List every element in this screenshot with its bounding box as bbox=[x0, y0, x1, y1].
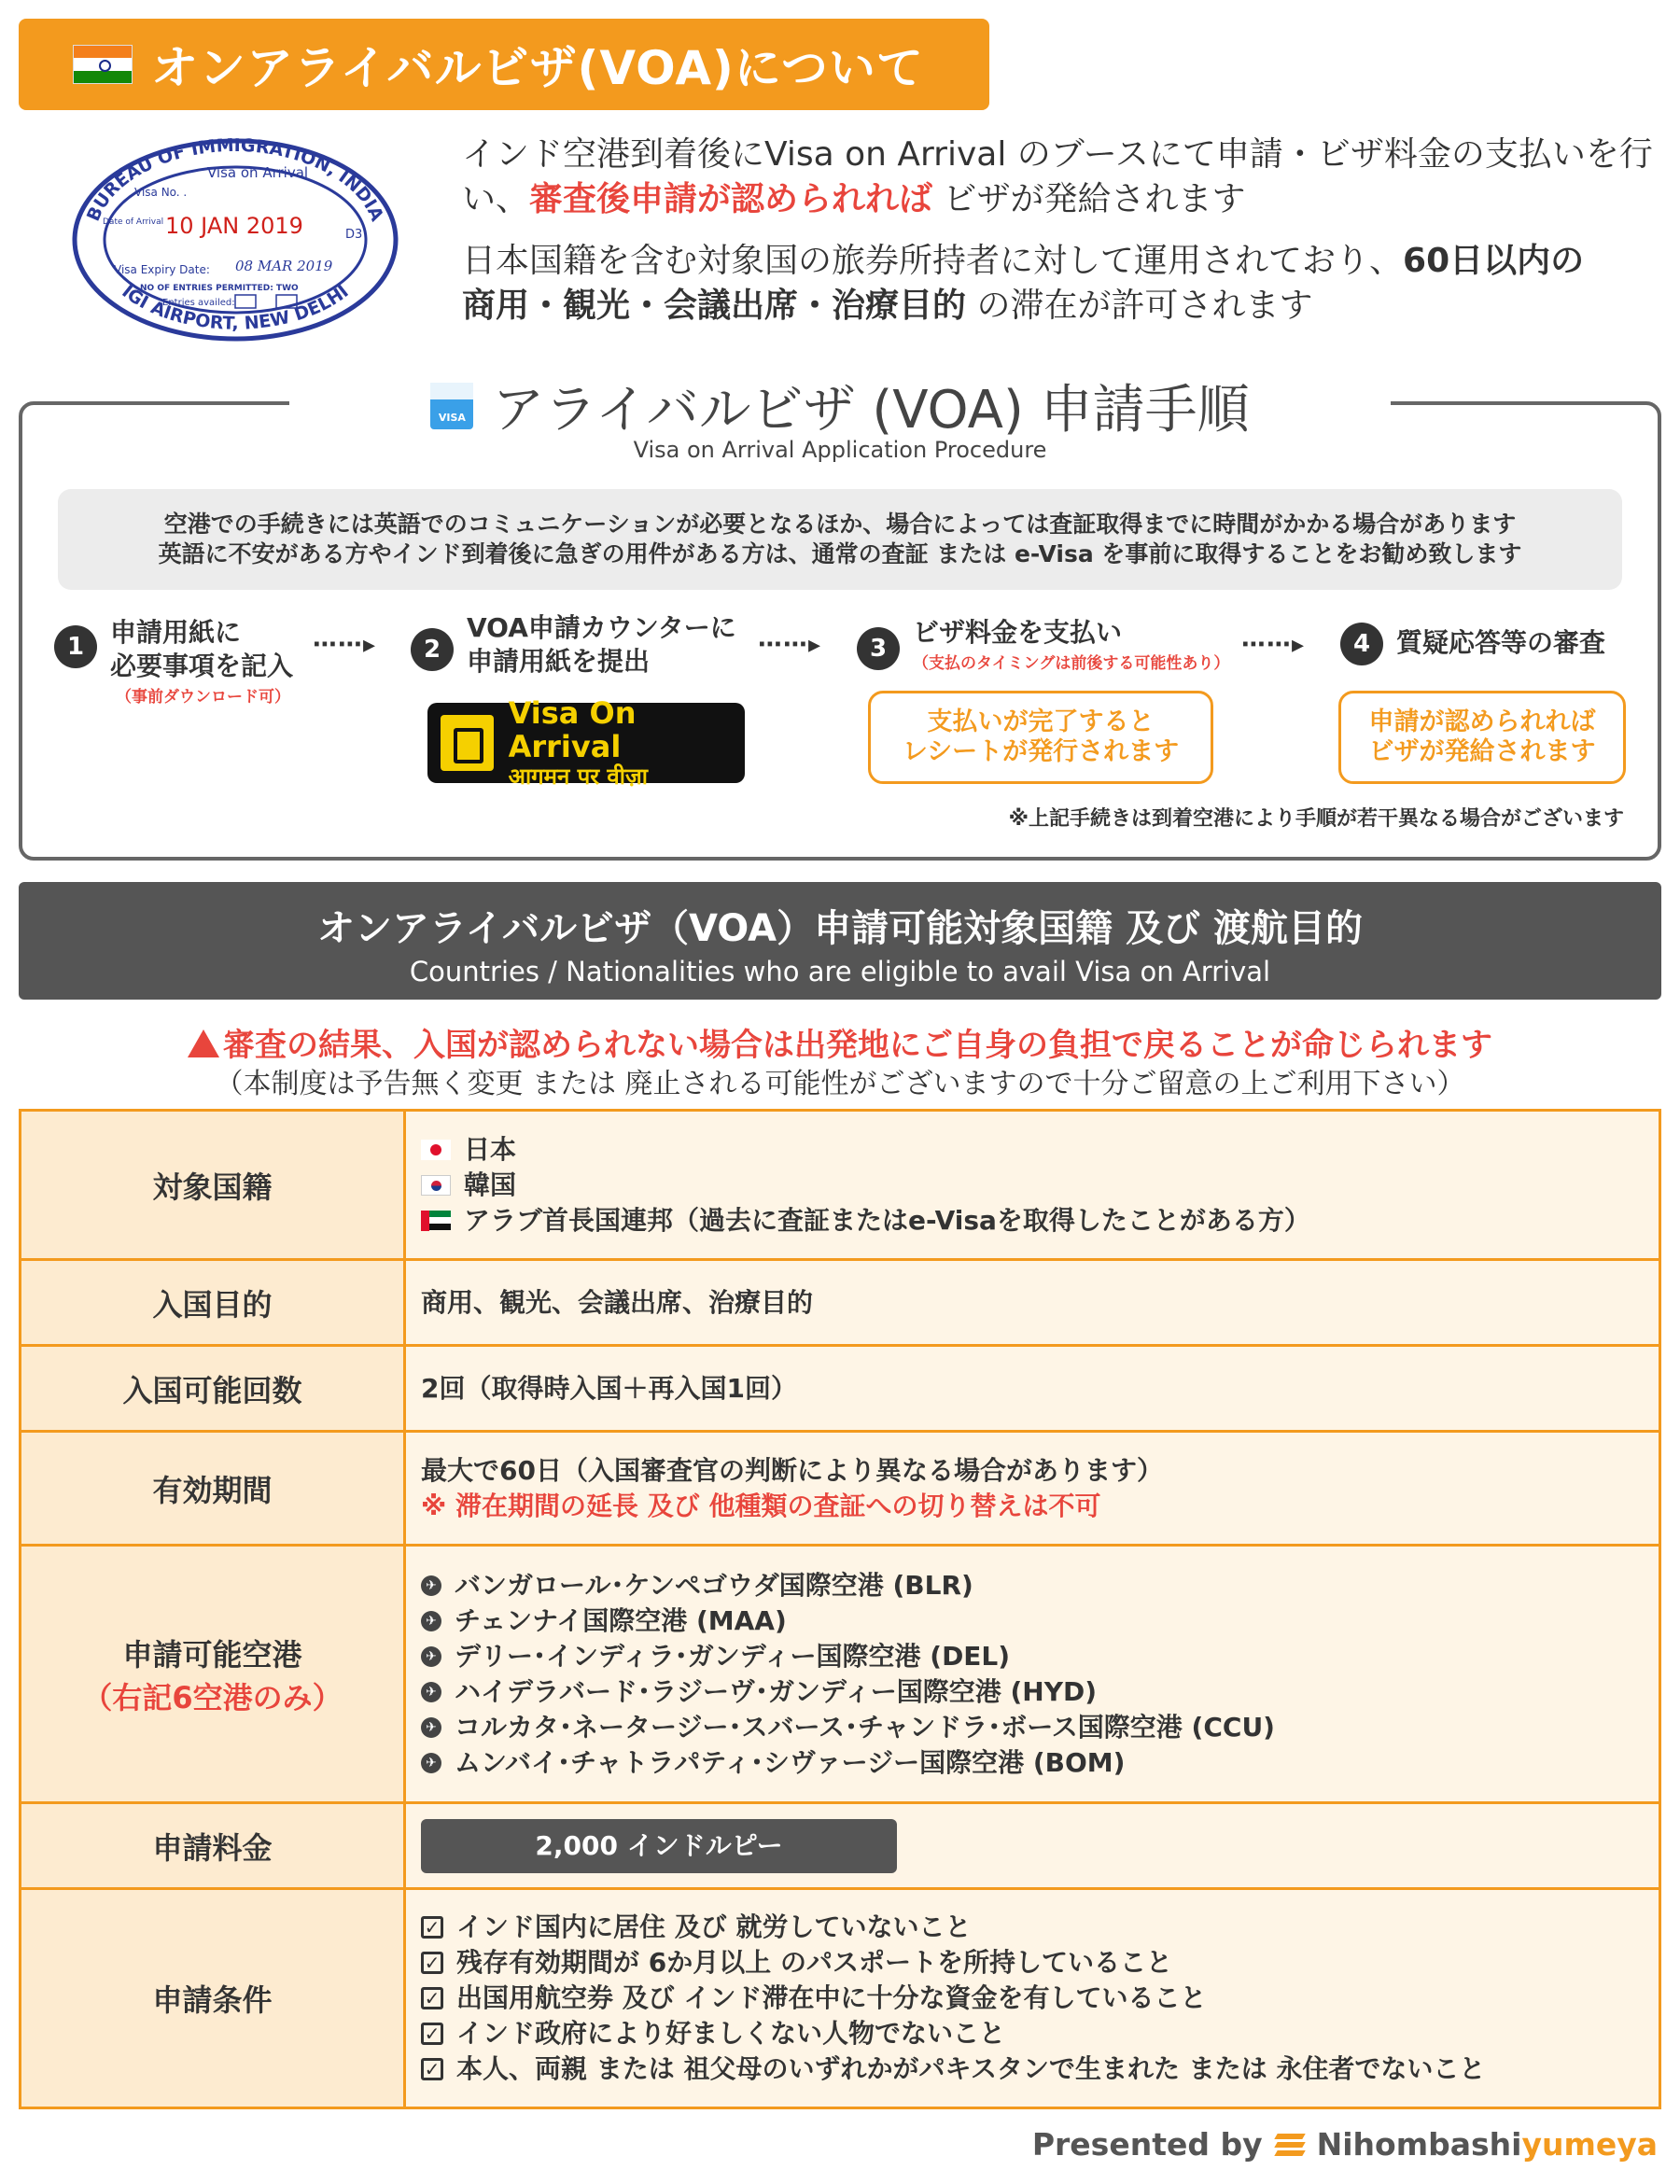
stamp-expiry-label: Visa Expiry Date: bbox=[114, 263, 210, 276]
uae-flag-icon bbox=[421, 1211, 451, 1231]
nationality-item: アラブ首長国連邦（過去に査証またはe-Visaを取得したことがある方） bbox=[421, 1203, 1644, 1239]
airport-item: ✈ チェンナイ国際空港 (MAA) bbox=[421, 1603, 1644, 1639]
stamp-expiry: 08 MAR 2019 bbox=[235, 258, 333, 274]
table-row-nationality: 対象国籍 日本 韓国 アラブ首長国連邦（過去に査証またはe-Visaを取得したことがある方） bbox=[21, 1111, 1660, 1260]
stamp-code: D3 bbox=[345, 228, 363, 242]
table-row-airports: 申請可能空港 （右記6空港のみ） ✈ バンガロール･ケンペゴウダ国際空港 (BLR) ✈ チェンナイ国際空港 (MAA) ✈ デリー･インディラ･ガンディー国際空港 (DEL) ✈ ハイデラバード･ラジーヴ･ガンディー国際空港 (HYD) ✈ コルカタ･ネータージー･スバース･チャンドラ･ボース国際空港 (CCU) ✈ ムンバイ･チャトラパティ･シヴァージー国際空港 (BOM) bbox=[21, 1546, 1660, 1803]
voa-sign: Visa On Arrival आगमन पर वीज़ा bbox=[427, 703, 745, 783]
table-row-entries: 入国可能回数 2回（取得時入国＋再入国1回） bbox=[21, 1346, 1660, 1432]
procedure-subtitle: Visa on Arrival Application Procedure bbox=[633, 437, 1047, 463]
intro-paragraph-1: インド空港到着後にVisa on Arrival のブースにて申請・ビザ料金の支払いを行い、審査後申請が認められれば ビザが発給されます bbox=[462, 135, 1653, 218]
brand-logo-icon bbox=[1276, 2134, 1304, 2156]
checkbox-icon: ✓ bbox=[421, 1987, 443, 2009]
condition-item: ✓ インド政府により好ましくない人物でないこと bbox=[421, 2016, 1644, 2051]
stamp-ring-bottom: IGI AIRPORT, NEW DELHI bbox=[118, 281, 353, 334]
step-arrow: ⋯⋯▸ bbox=[313, 631, 377, 659]
intro-highlight: 審査後申請が認められれば bbox=[529, 180, 933, 218]
brand-name: Nihombashiyumeya bbox=[1316, 2126, 1658, 2163]
korea-flag-icon bbox=[421, 1175, 451, 1196]
checkbox-icon: ✓ bbox=[421, 2023, 443, 2045]
footer: Presented by Nihombashiyumeya bbox=[1031, 2126, 1658, 2163]
procedure-footnote: ※上記手続きは到着空港により手順が若干異なる場合がございます bbox=[1008, 807, 1624, 831]
voa-sign-icon bbox=[441, 715, 494, 771]
procedure-note: 空港での手続きには英語でのコミュニケーションが必要となるほか、場合によっては査証取得までに時間がかかる場合があります 英語に不安がある方やインド到着後に急ぎの用件がある方は、通常の査証 または e-Visa を事前に取得することをお勧め致します bbox=[58, 489, 1622, 590]
warning-sub: （本制度は予告無く変更 または 廃止される可能性がございますので十分ご留意の上ご利用下さい） bbox=[215, 1068, 1465, 1100]
step-arrow: ⋯⋯▸ bbox=[758, 631, 822, 659]
intro-paragraph-2: 日本国籍を含む対象国の旅券所持者に対して運用されており、60日以内の 商用・観光・会議出席・治療目的 の滞在が許可されます bbox=[462, 242, 1585, 325]
stamp-type: Visa on Arrival bbox=[207, 164, 309, 181]
airport-item: ✈ デリー･インディラ･ガンディー国際空港 (DEL) bbox=[421, 1639, 1644, 1674]
airplane-icon: ✈ bbox=[421, 1611, 441, 1631]
stamp-date-label: Date of Arrival bbox=[103, 217, 164, 227]
airplane-icon: ✈ bbox=[421, 1682, 441, 1702]
stamp-entries: NO OF ENTRIES PERMITTED: TWO bbox=[140, 284, 299, 293]
stamp-availed: Entries availed: bbox=[162, 298, 235, 308]
checkbox-icon: ✓ bbox=[421, 1916, 443, 1939]
airport-item: ✈ バンガロール･ケンペゴウダ国際空港 (BLR) bbox=[421, 1568, 1644, 1603]
step-1: 1 申請用紙に 必要事項を記入 （事前ダウンロード可） bbox=[54, 616, 293, 707]
visa-issued-box: 申請が認められれば ビザが発給されます bbox=[1338, 691, 1626, 784]
step-arrow: ⋯⋯▸ bbox=[1241, 631, 1306, 659]
header-banner bbox=[19, 19, 989, 110]
eligibility-table bbox=[19, 1109, 1661, 2109]
airplane-icon: ✈ bbox=[421, 1717, 441, 1738]
intro-text bbox=[462, 133, 1657, 345]
warning-main: 審査の結果、入国が認められない場合は出発地にご自身の負担で戻ることが命じられます bbox=[0, 1019, 1680, 1065]
table-row-validity: 有効期間 最大で60日（入国審査官の判断により異なる場合があります） ※ 滞在期間の延長 及び 他種類の査証への切り替えは不可 bbox=[21, 1432, 1660, 1546]
airplane-icon: ✈ bbox=[421, 1753, 441, 1773]
visa-icon: VISA bbox=[430, 383, 473, 429]
condition-item: ✓ 出国用航空券 及び インド滞在中に十分な資金を有していること bbox=[421, 1981, 1644, 2016]
step-2: 2 VOA申請カウンターに 申請用紙を提出 bbox=[411, 611, 736, 679]
india-flag-icon bbox=[73, 45, 133, 84]
airplane-icon: ✈ bbox=[421, 1575, 441, 1596]
condition-item: ✓ 残存有効期間が 6か月以上 のパスポートを所持していること bbox=[421, 1945, 1644, 1981]
checkbox-icon: ✓ bbox=[421, 2058, 443, 2080]
step-3: 3 ビザ料金を支払い （支払のタイミングは前後する可能性あり） bbox=[857, 616, 1229, 673]
receipt-box: 支払いが完了すると レシートが発行されます bbox=[868, 691, 1213, 784]
warning-icon bbox=[188, 1029, 219, 1057]
stamp-visa-no: Visa No. . bbox=[134, 186, 188, 199]
condition-item: ✓ インド国内に居住 及び 就労していないこと bbox=[421, 1910, 1644, 1945]
nationality-item: 日本 bbox=[421, 1132, 1644, 1168]
airport-item: ✈ ハイデラバード･ラジーヴ･ガンディー国際空港 (HYD) bbox=[421, 1674, 1644, 1710]
checkbox-icon: ✓ bbox=[421, 1952, 443, 1974]
table-row-purpose: 入国目的 商用、観光、会議出席、治療目的 bbox=[21, 1260, 1660, 1346]
eligibility-band: オンアライバルビザ（VOA）申請可能対象国籍 及び 渡航目的 Countries / Nationalities who are eligible to avail Visa on Arrival bbox=[19, 882, 1661, 1000]
airport-item: ✈ ムンバイ･チャトラパティ･シヴァージー国際空港 (BOM) bbox=[421, 1745, 1644, 1781]
stamp-date: 10 JAN 2019 bbox=[165, 213, 303, 239]
immigration-stamp bbox=[67, 135, 403, 345]
stamp-ring-top: BUREAU OF IMMIGRATION, INDIA bbox=[82, 135, 388, 225]
page-title: オンアライバルビザ(VOA)について bbox=[151, 41, 924, 95]
fee-badge: 2,000 インドルピー bbox=[421, 1819, 897, 1873]
step-4: 4 質疑応答等の審査 bbox=[1340, 623, 1605, 665]
table-row-fee: 申請料金 2,000 インドルピー bbox=[21, 1803, 1660, 1889]
table-row-conditions: 申請条件 ✓ インド国内に居住 及び 就労していないこと ✓ 残存有効期間が 6か月以上 のパスポートを所持していること ✓ 出国用航空券 及び インド滞在中に十分な資金を有していること ✓ インド政府により好ましくない人物でないこと ✓ 本人、両親 または 祖父母のいずれかがパキスタンで生まれた または 永住者でないこと bbox=[21, 1889, 1660, 2108]
airplane-icon: ✈ bbox=[421, 1646, 441, 1667]
procedure-title: VISA アライバルビザ (VOA) 申請手順 bbox=[289, 364, 1391, 448]
japan-flag-icon bbox=[421, 1140, 451, 1160]
airport-item: ✈ コルカタ･ネータージー･スバース･チャンドラ･ボース国際空港 (CCU) bbox=[421, 1710, 1644, 1745]
nationality-item: 韓国 bbox=[421, 1168, 1644, 1203]
condition-item: ✓ 本人、両親 または 祖父母のいずれかがパキスタンで生まれた または 永住者でないこと bbox=[421, 2051, 1644, 2087]
